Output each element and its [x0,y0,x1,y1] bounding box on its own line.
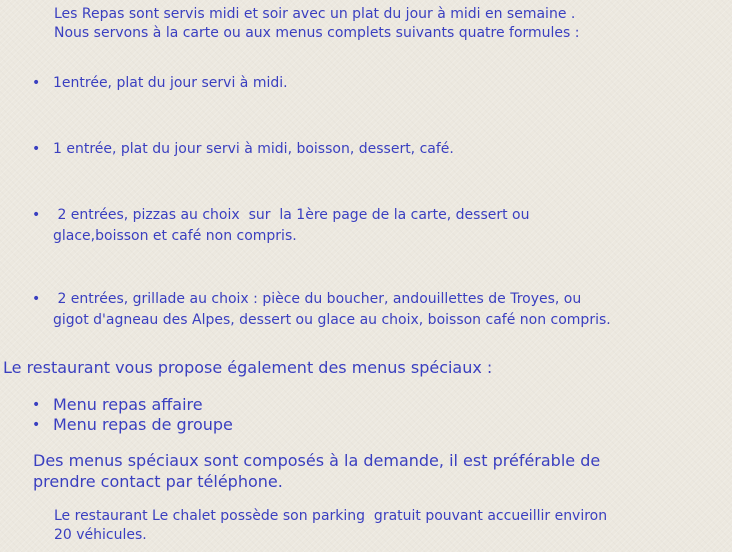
list-item [32,395,233,415]
formula-text-line-2: glace,boisson et café non compris. [53,228,297,244]
bullet-icon: • [32,291,41,307]
parking-line-2: 20 véhicules. [54,527,147,543]
intro-line-1: Les Repas sont servis midi et soir avec un plat du jour à midi en semaine . [54,6,576,22]
formula-item-3 [32,205,672,247]
formula-text-line-1: 2 entrées, grillade au choix : pièce du boucher, andouillettes de Troyes, ou [53,291,582,307]
parking-line-1: Le restaurant Le chalet possède son parking gratuit pouvant accueillir environ [54,508,608,524]
list-item [32,415,233,435]
special-menus-list [32,395,233,435]
formula-item-1 [32,73,672,94]
parking-info [54,507,694,545]
bullet-icon: • [32,397,41,413]
special-menus-heading: Le restaurant vous propose également des menus spéciaux : [3,358,493,377]
special-menu-business: Menu repas affaire [53,395,203,414]
special-menus-note [33,450,673,492]
intro-paragraph [54,5,580,43]
formula-item-2 [32,139,672,160]
bullet-icon: • [32,75,41,91]
note-line-1: Des menus spéciaux sont composés à la demande, il est préférable de [33,451,601,470]
bullet-icon: • [32,207,41,223]
formula-text: 1entrée, plat du jour servi à midi. [53,75,288,91]
formula-text-line-2: gigot d'agneau des Alpes, dessert ou glace au choix, boisson café non compris. [53,312,611,328]
intro-line-2: Nous servons à la carte ou aux menus complets suivants quatre formules : [54,25,580,41]
bullet-icon: • [32,141,41,157]
formula-text-line-1: 2 entrées, pizzas au choix sur la 1ère page de la carte, dessert ou [53,207,530,223]
note-line-2: prendre contact par téléphone. [33,472,283,491]
bullet-icon: • [32,417,41,433]
formula-item-4 [32,289,672,331]
formula-text: 1 entrée, plat du jour servi à midi, boisson, dessert, café. [53,141,454,157]
special-menu-group: Menu repas de groupe [53,415,233,434]
